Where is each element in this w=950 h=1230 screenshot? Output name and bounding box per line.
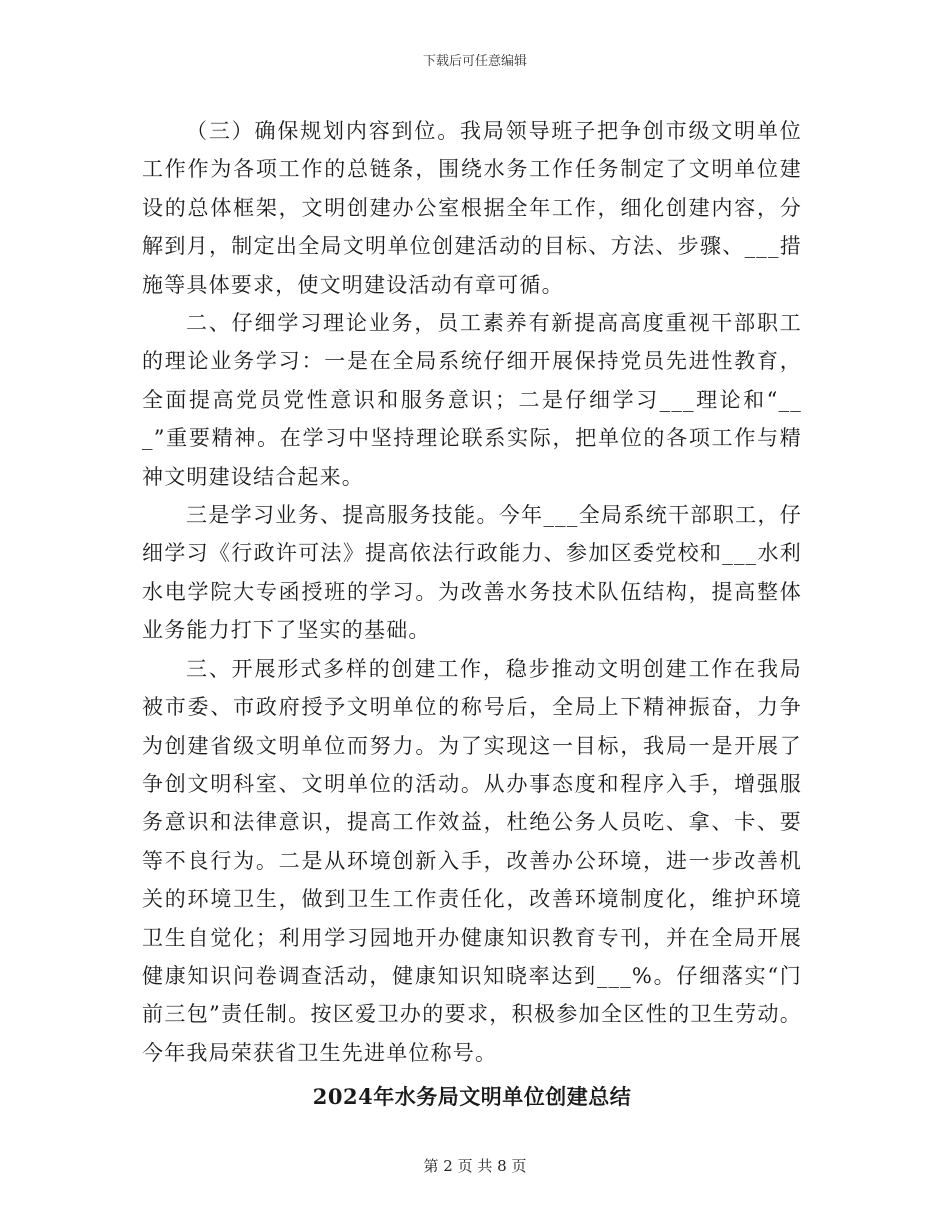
paragraph-creation-work: 三、开展形式多样的创建工作，稳步推动文明创建工作在我局被市委、市政府授予文明单位的称号后，全局上下精神振奋，力争为创建省级文明单位而努力。为了实现这一目标，我局一是开展了争创文明科室、文明单位的活动。从办事态度和程序入手，增强服务意识和法律意识，提高工作效益，杜绝公务人员吃、拿、卡、要等不良行为。二是从环境创新入手，改善办公环境，进一步改善机关的环境卫生，做到卫生工作责任化，改善环境制度化，维护环境卫生自觉化；利用学习园地开办健康知识教育专刊，并在全局开展健康知识问卷调查活动，健康知识知晓率达到___%。仔细落实“门前三包”责任制。按区爱卫办的要求，积极参加全区性的卫生劳动。今年我局荣获省卫生先进单位称号。: [142, 656, 802, 1065]
page-header: 下载后可任意编辑: [422, 54, 527, 69]
paragraph-business-skills: 三是学习业务、提高服务技能。今年___全局系统干部职工，仔细学习《行政许可法》提高依法行政能力、参加区委党校和___水利水电学院大专函授班的学习。为改善水务技术队伍结构，提高整体业务能力打下了坚实的基础。: [142, 503, 802, 643]
paragraph-theory-study: 二、仔细学习理论业务，员工素养有新提高高度重视干部职工的理论业务学习：一是在全局系统仔细开展保持党员先进性教育，全面提高党员党性意识和服务意识；二是仔细学习___理论和“___”重要精神。在学习中坚持理论联系实际，把单位的各项工作与精神文明建设结合起来。: [142, 311, 802, 489]
paragraph-section-three-planning: （三）确保规划内容到位。我局领导班子把争创市级文明单位工作作为各项工作的总链条，围绕水务工作任务制定了文明单位建设的总体框架，文明创建办公室根据全年工作，细化创建内容，分解到月，制定出全局文明单位创建活动的目标、方法、步骤、___措施等具体要求，使文明建设活动有章可循。: [142, 119, 802, 297]
document-body: [142, 112, 802, 1116]
page-number-footer: 第 2 页 共 8 页: [423, 1157, 527, 1175]
document-title: 2024年水务局文明单位创建总结: [312, 1084, 632, 1110]
